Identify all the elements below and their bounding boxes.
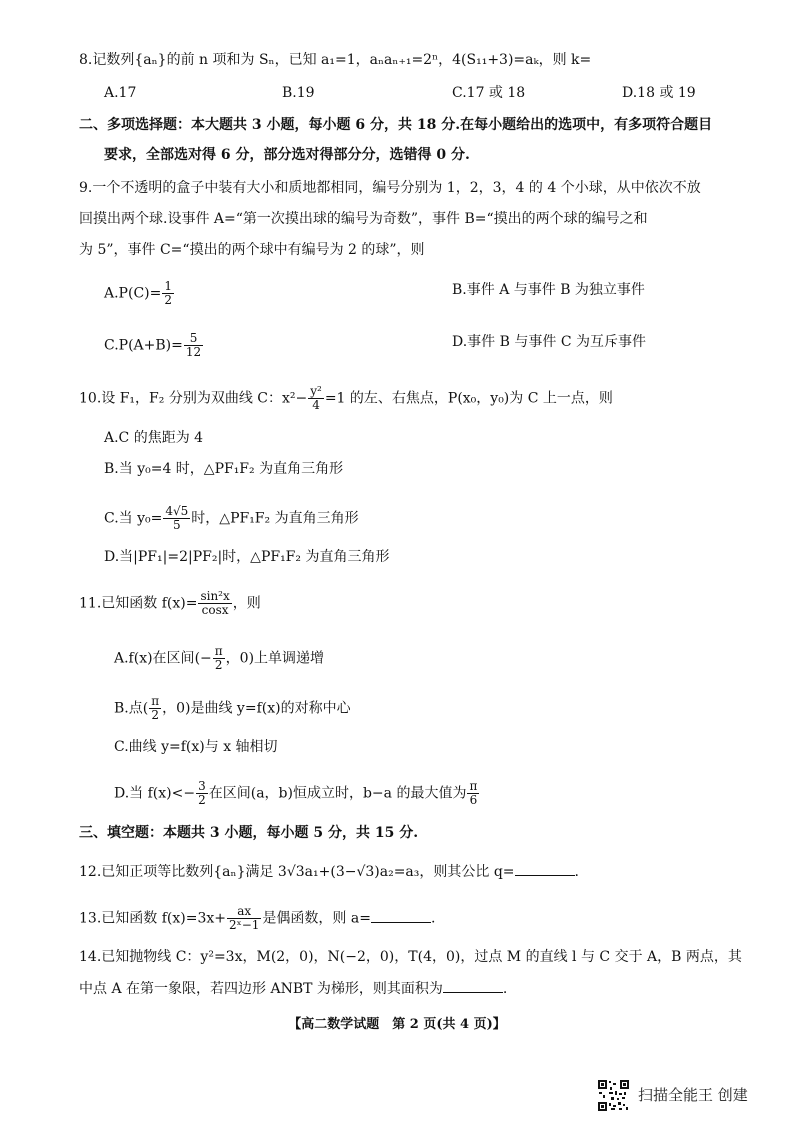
q11-option-a-fraction <box>213 645 225 672</box>
q11-option-b-fraction <box>149 695 161 722</box>
q13-stem-text-b: 是偶函数，则 a= <box>262 910 371 927</box>
q11-option-d-text-b: 在区间(a，b)恒成立时，b−a 的最大值为 <box>208 785 467 802</box>
q11-option-a-text-b: 上单调递增 <box>254 650 325 667</box>
q9-option-a-fraction <box>162 280 174 307</box>
section2-heading-line1: 二、多项选择题：本大题共 3 小题，每小题 6 分，共 18 分.在每小题给出的选项中，有多项符合题目 <box>79 117 713 133</box>
q11-option-c: C.曲线 y=f(x)与 x 轴相切 <box>114 739 278 755</box>
q11-option-b-text-b: 是曲线 y=f(x)的对称中心 <box>190 700 351 717</box>
q10-option-c-text-a: C.当 y₀= <box>104 510 163 527</box>
q9-stem-line3: 为 5”，事件 C=“摸出的两个球中有编号为 2 的球”，则 <box>79 242 425 258</box>
q9-option-a-text: A.P(C)= <box>104 285 162 302</box>
q9-option-c-fraction <box>184 332 203 359</box>
page-footer: 【高二数学试题 第 2 页(共 4 页)】 <box>288 1017 506 1032</box>
q14-answer-blank[interactable] <box>443 978 503 993</box>
fraction-numerator: 4√5 <box>165 504 189 518</box>
q11-option-a-interval-left: (− <box>194 650 212 667</box>
q8-option-a: A.17 <box>104 85 137 101</box>
q10-stem-text-a: 10.设 F₁，F₂ 分别为双曲线 C：x²− <box>79 390 308 407</box>
q11-option-b <box>114 695 351 722</box>
q13-stem-text-a: 13.已知函数 f(x)=3x+ <box>79 910 226 927</box>
q8-option-d: D.18 或 19 <box>622 85 696 101</box>
q11-stem <box>79 590 261 617</box>
q11-stem-text-b: ，则 <box>232 595 261 612</box>
q14-stem-end: . <box>502 981 508 997</box>
fraction-denominator: 2 <box>164 293 172 307</box>
fraction-numerator: π <box>214 644 223 658</box>
fraction-denominator: cosx <box>201 603 229 617</box>
fraction-numerator: 1 <box>164 279 172 293</box>
q11-option-d-text-a: D.当 f(x)<− <box>114 785 196 802</box>
fraction-numerator: 3 <box>198 779 206 793</box>
q12-stem-end: . <box>574 864 579 880</box>
q13-stem-end: . <box>430 910 436 927</box>
q9-stem-line2: 回摸出两个球.设事件 A=“第一次摸出球的编号为奇数”，事件 B=“摸出的两个球的编号之和 <box>79 211 648 227</box>
q8-stem: 8.记数列{aₙ}的前 n 项和为 Sₙ，已知 a₁=1，aₙaₙ₊₁=2ⁿ，4(S₁₁+3)=aₖ，则 k= <box>79 52 592 68</box>
q14-stem-line2 <box>79 978 507 999</box>
fraction-numerator: 5 <box>184 332 203 346</box>
q11-option-d-fraction-a <box>196 780 208 807</box>
q14-stem-text: 中点 A 在第一象限，若四边形 ANBT 为梯形，则其面积为 <box>79 981 443 997</box>
fraction-denominator: 12 <box>185 345 202 359</box>
fraction-numerator: sin²x <box>200 589 230 603</box>
q12-stem-text: 12.已知正项等比数列{aₙ}满足 3√3a₁+(3−√3)a₂=a₃，则其公比 q= <box>79 864 515 880</box>
q11-option-a-text-a: A.f(x)在区间 <box>114 650 195 667</box>
q14-stem-line1: 14.已知抛物线 C：y²=3x，M(2，0)，N(−2，0)，T(4，0)，过点 M 的直线 l 与 C 交于 A，B 两点，其 <box>79 949 742 965</box>
q9-option-b: B.事件 A 与事件 B 为独立事件 <box>452 282 645 298</box>
q11-option-b-paren-left: ( <box>142 700 149 717</box>
fraction-denominator: 6 <box>469 793 478 807</box>
q10-option-c-text-b: 时，△PF₁F₂ 为直角三角形 <box>191 510 359 527</box>
q11-option-b-text-a: B.点 <box>114 700 143 717</box>
fraction-denominator: 5 <box>173 518 181 532</box>
q9-option-d: D.事件 B 与事件 C 为互斥事件 <box>452 334 646 350</box>
q8-option-b: B.19 <box>282 85 315 101</box>
q12-answer-blank[interactable] <box>515 861 575 876</box>
q9-option-a <box>104 280 175 307</box>
q11-option-d-fraction-b <box>467 780 479 807</box>
fraction-numerator: y² <box>310 384 322 398</box>
fraction-denominator: 4 <box>312 398 320 412</box>
q11-option-a <box>114 645 324 672</box>
q11-option-d <box>114 780 480 807</box>
q11-option-b-paren-right: ，0) <box>162 700 191 717</box>
fraction-denominator: 2 <box>214 658 223 672</box>
fraction-numerator: π <box>469 779 478 793</box>
q13-answer-blank[interactable] <box>371 908 431 923</box>
q10-option-a: A.C 的焦距为 4 <box>104 430 204 446</box>
q10-option-c <box>104 505 359 532</box>
q10-option-b: B.当 y₀=4 时，△PF₁F₂ 为直角三角形 <box>104 461 344 477</box>
q12-stem <box>79 861 579 882</box>
q10-stem-fraction <box>308 385 324 412</box>
watermark-text: 扫描全能王 创建 <box>638 1086 748 1104</box>
fraction-numerator: π <box>151 694 160 708</box>
q11-stem-fraction <box>198 590 231 617</box>
q8-option-c: C.17 或 18 <box>452 85 526 101</box>
q10-stem <box>79 385 613 412</box>
fraction-numerator: ax <box>227 905 261 919</box>
q10-option-c-fraction <box>163 505 190 532</box>
section3-heading: 三、填空题：本题共 3 小题，每小题 5 分，共 15 分. <box>79 825 419 841</box>
q9-option-c <box>104 332 204 359</box>
q10-option-d: D.当|PF₁|=2|PF₂|时，△PF₁F₂ 为直角三角形 <box>104 549 390 565</box>
q9-stem-line1: 9.一个不透明的盒子中装有大小和质地都相同，编号分别为 1，2，3，4 的 4 个小球，从中依次不放 <box>79 180 701 196</box>
section2-heading-line2: 要求，全部选对得 6 分，部分选对得部分分，选错得 0 分. <box>104 147 470 163</box>
q11-stem-text-a: 11.已知函数 f(x)= <box>79 595 198 612</box>
q11-option-a-interval-right: ，0) <box>225 650 255 667</box>
q13-stem-fraction <box>227 905 261 932</box>
fraction-denominator: 2ˣ−1 <box>228 918 260 932</box>
q9-option-c-text: C.P(A+B)= <box>104 337 183 354</box>
q10-stem-text-b: =1 的左、右焦点，P(x₀，y₀)为 C 上一点，则 <box>324 390 613 407</box>
q13-stem <box>79 905 435 932</box>
qr-code-icon <box>597 1079 630 1112</box>
fraction-denominator: 2 <box>151 708 159 722</box>
fraction-denominator: 2 <box>198 793 206 807</box>
